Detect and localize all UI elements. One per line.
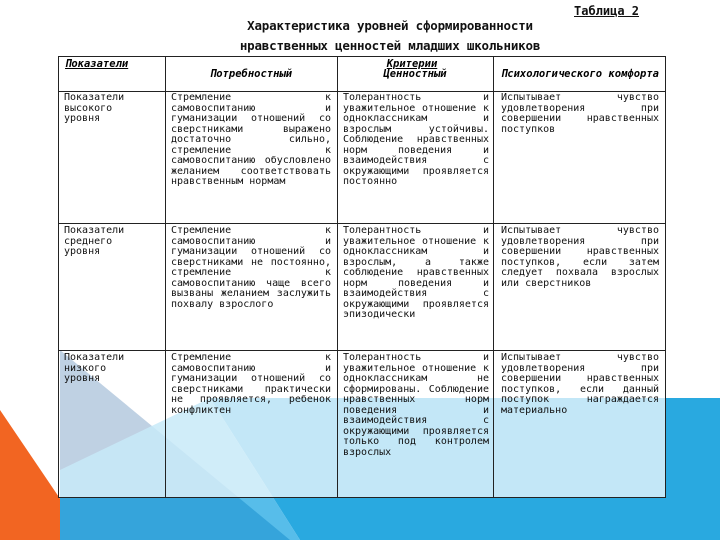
row-value: Толерантность и уважительное отношение к одноклассникам и взрослым устойчивы. Соблюдение нравственных норм поведения и взаимодействия с окружающими проявляется постоянно bbox=[343, 93, 489, 187]
header-value: Ценностный bbox=[383, 68, 447, 80]
title-line-1: Характеристика уровней сформированности bbox=[247, 18, 533, 33]
row-value: Толерантность и уважительное отношение к одноклассникам и взрослым, а также соблюдение нравственных норм поведения и взаимодействия с окружающими проявляется эпизодически bbox=[343, 226, 489, 320]
title-line-2: нравственных ценностей младших школьников bbox=[239, 38, 541, 53]
row-need: Стремление к самовоспитанию и гуманизации отношений со сверстниками не постоянно, стремление к самовоспитанию чаще всего вызваны желанием заслужить похвалу взрослого bbox=[171, 226, 331, 310]
row-need: Стремление к самовоспитанию и гуманизации отношений со сверстниками практически не проявляется, ребенок конфликтен bbox=[171, 353, 331, 416]
row-value: Толерантность и уважительное отношение к одноклассникам не сформированы. Соблюдение нравственных норм поведения и взаимодействия с окружающими проявляется только под контролем взрослых bbox=[343, 353, 489, 458]
row-need: Стремление к самовоспитанию и гуманизации отношений со сверстниками выражено достаточно сильно, стремление к самовоспитанию обусловлено желанием соответствовать нравственным нормам bbox=[171, 93, 331, 187]
header-indicators: Показатели bbox=[65, 58, 129, 70]
header-need: Потребностный bbox=[209, 68, 293, 80]
row-indicator: Показатели среднего уровня bbox=[64, 226, 125, 257]
row-indicator: Показатели высокого уровня bbox=[64, 93, 125, 124]
header-criteria: Критерии bbox=[386, 58, 438, 70]
table-header bbox=[59, 57, 665, 92]
table-number: Таблица 2 bbox=[574, 4, 640, 18]
row-indicator: Показатели низкого уровня bbox=[64, 353, 125, 384]
table-row bbox=[59, 351, 665, 497]
row-comfort: Испытывает чувство удовлетворения при совершении нравственных поступков, если затем следует похвала взрослых или сверстников bbox=[501, 226, 659, 289]
table-row bbox=[59, 91, 665, 223]
table-row bbox=[59, 224, 665, 350]
row-comfort: Испытывает чувство удовлетворения при совершении нравственных поступков bbox=[501, 93, 659, 135]
criteria-table bbox=[58, 56, 666, 498]
table-title bbox=[140, 16, 640, 56]
row-comfort: Испытывает чувство удовлетворения при совершении нравственных поступков, если данный поступок награждается материально bbox=[501, 353, 659, 416]
header-comfort: Психологического комфорта bbox=[500, 68, 660, 80]
